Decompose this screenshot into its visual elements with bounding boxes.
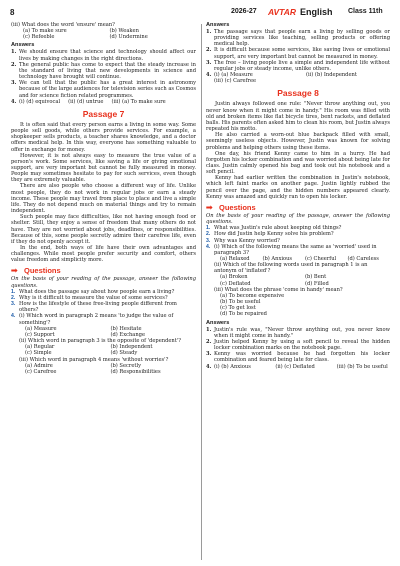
passage-paragraph: Kenny had earlier written the combination in Justin's notebook, which left faint marks on another page. Justin lightly rubbed the pencil over the page, and the hidden numbers appeared clearly. Kenny was amazed and quickly ran to open his locker.	[206, 175, 390, 200]
answer-part: (i) (d) equivocal	[19, 98, 61, 105]
left-column	[11, 22, 196, 375]
question-text: Why was Kenny worried?	[214, 237, 280, 244]
question-number: 4.	[206, 243, 211, 250]
page-header	[0, 8, 400, 22]
instructions: On the basis of your reading of the passage, answer the following questions.	[206, 212, 390, 226]
option: (b) Secretly	[110, 362, 141, 369]
question-number: 2.	[11, 294, 16, 301]
answer-text: It is difficult because some services, like saving lives or emotional support, are very important but cannot be measured in money.	[214, 47, 390, 60]
option-grid	[19, 344, 196, 356]
class-label: Class 11th	[348, 8, 383, 15]
question-text: What does the passage say about how people earn a living?	[19, 288, 175, 295]
subject-title: English	[300, 7, 333, 17]
question-item	[11, 301, 196, 313]
option-grid	[19, 326, 196, 338]
answer-item	[206, 351, 390, 363]
answer-number: 4.	[11, 98, 17, 105]
option: (b) To be useful	[220, 299, 261, 306]
page-number: 8	[10, 8, 15, 17]
edition-year: 2026-27	[231, 8, 257, 15]
option: (c) Carefree	[25, 368, 57, 375]
option: (c) Deflated	[220, 280, 251, 287]
answer-number: 1.	[11, 49, 17, 56]
answer-number: 4.	[206, 72, 212, 79]
answer-item	[206, 29, 390, 47]
option: (a) To make sure	[23, 28, 67, 35]
answer-part: (ii) (c) Deflated	[275, 363, 315, 370]
arrow-icon: ➟	[11, 266, 18, 276]
question-label: (iii)	[11, 22, 20, 28]
passage-title: Passage 8	[277, 88, 319, 99]
option-list	[214, 293, 390, 318]
questions-heading-label: Questions	[219, 202, 256, 212]
sub-question: (i) Which of the following means the same as 'worried' used in paragraph 3?	[214, 243, 377, 256]
question-item	[206, 244, 390, 318]
question-item	[11, 313, 196, 375]
passage-paragraph: One day, his friend Kenny came to him in a hurry. He had forgotten his locker combination and was worried about being late for class. Justin calmly opened his bag and took out his notebook and a soft pencil.	[206, 150, 390, 176]
answer-item	[206, 47, 390, 59]
answer-item	[206, 339, 390, 351]
answer-item	[206, 60, 390, 72]
column-divider	[201, 24, 202, 560]
questions-heading	[11, 266, 196, 275]
answer-item	[11, 62, 196, 80]
arrow-icon: ➟	[206, 202, 213, 212]
answer-number: 2.	[206, 47, 212, 54]
answer-text: The free – living people live a simple and independent life without regular jobs or steady income, unlike others.	[214, 59, 390, 72]
answer-text: The passage says that people earn a living by selling goods or providing services like teaching, selling products or offering medical help.	[214, 29, 390, 48]
option: (b) Anxious	[262, 256, 293, 262]
option: (a) Regular	[25, 344, 55, 351]
option: (b) Independent	[110, 344, 153, 351]
answer-item	[11, 49, 196, 61]
sub-question: (ii) Which of the following words used in paragraph 1 is an antonym of 'inflated'?	[214, 262, 368, 275]
answer-part: (iii) (c) Carefree	[214, 78, 257, 85]
question-text: What was Justin's rule about keeping old things?	[214, 225, 342, 232]
answer-part: (i) (b) Anxious	[214, 363, 251, 370]
passage-paragraph: He also carried a worn-out blue backpack filled with small, seemingly useless objects. However, Justin was known for solving problems and helping others using these items.	[206, 132, 390, 151]
answer-part: (iii) (a) To make sure	[111, 98, 166, 105]
option: (a) Admire	[25, 362, 53, 369]
answer-text: We can tell that the public has a great interest in astronomy because of the large audiences for television series such as Cosmos and for science fiction related programmes.	[19, 80, 196, 99]
answer-text: Justin helped Kenny by using a soft pencil to reveal the hidden locker combination marks on the notebook page.	[214, 338, 390, 352]
option: (d) Steady	[110, 350, 138, 357]
option-grid	[214, 274, 390, 286]
question-number: 1.	[11, 288, 16, 295]
passage-title: Passage 7	[82, 108, 125, 119]
option: (d) Undermine	[109, 34, 148, 41]
answer-item	[206, 327, 390, 339]
option: (a) Broken	[220, 274, 248, 281]
question-number: 3.	[11, 301, 16, 308]
option: (c) Cheerful	[305, 256, 337, 262]
answer-text: The general public has come to expect that the steady increase in the standard of living that new developments in science and technology have brought will continue.	[19, 61, 196, 81]
answer-part: (iii) (b) To be useful	[336, 363, 388, 370]
answer-item	[206, 72, 390, 84]
answer-text: Justin's rule was, "Never throw anything out, you never know when it might come in handy."	[214, 326, 390, 339]
option: (b) Bent	[305, 274, 327, 281]
option: (b) Weaken	[109, 28, 139, 35]
option: (c) To get lost	[220, 305, 256, 312]
answer-item	[11, 80, 196, 98]
answers-heading: Answers	[206, 22, 230, 28]
passage-paragraph: It is often said that every person earns a living in some way. Some people sell goods, while others provide services. For example, a shopkeeper sells products, a teacher shares knowledge, and a doctor offers medical help. In this way, everyone has something valuable to offer in exchange for money.	[11, 121, 196, 153]
instructions: On the basis of your reading of the passage, answer the following questions.	[11, 276, 196, 289]
passage-paragraph: However, it is not always easy to measure the true value of a person's work. Some services, like saving a life or giving emotional support, are very important but cannot be fully measured in money. People may sometimes hesitate to pay for such services, even though they are extremely valuable.	[11, 152, 196, 184]
option: (d) Exchange	[110, 331, 145, 338]
question-number: 2.	[206, 231, 211, 238]
answer-number: 1.	[206, 29, 212, 35]
passage-paragraph: Justin always followed one rule: "Never throw anything out, you never know when it might come in handy." His room was filled with old and broken items like flat bicycle tires, bent rackets, and deflated balls. His parents often asked him to clean his room, but Justin always repeated his motto.	[206, 101, 390, 133]
option: (d) Filled	[305, 280, 329, 287]
passage-paragraph: In the end, both ways of life have their own advantages and challenges. While most people prefer security and comfort, others value freedom and simplicity more.	[11, 245, 196, 264]
option: (a) Measure	[25, 325, 57, 332]
answer-number: 1.	[206, 326, 212, 333]
option: (c) Support	[25, 331, 55, 338]
sub-question: (i) Which word in paragraph 2 means 'to judge the value of something'?	[19, 313, 174, 326]
option: (a) Relaxed	[220, 256, 250, 262]
option: (a) To become expensive	[220, 292, 285, 299]
answer-number: 3.	[206, 351, 212, 358]
option: (c) Refeeble	[23, 34, 55, 41]
question-number: 4.	[11, 313, 16, 320]
option: (d) To be repaired	[220, 311, 267, 318]
option-grid	[19, 363, 196, 375]
answers-heading: Answers	[11, 42, 35, 49]
passage-paragraph: There are also people who choose a different way of life. Unlike most people, they do not work in regular jobs or earn a steady income. These people may travel from place to place and live a simple life. They do not depend much on material things and try to remain independent.	[11, 183, 196, 215]
answer-item	[206, 364, 390, 370]
right-column	[206, 22, 390, 370]
sub-question: (iii) What does the phrase 'come in handy' mean?	[214, 286, 343, 293]
answer-item	[11, 99, 196, 105]
answer-number: 4.	[206, 363, 212, 370]
answer-text: We should ensure that science and technology should affect our lives by making changes in the right directions.	[19, 49, 196, 62]
brand-logo: AVTAR	[268, 7, 297, 17]
question-text: Why is it difficult to measure the value of some services?	[19, 294, 168, 301]
question-text: What does the word 'ensure' mean?	[21, 22, 115, 28]
answers-heading: Answers	[206, 319, 230, 326]
answer-text: Kenny was worried because he had forgotten his locker combination and feared being late for class.	[214, 351, 390, 364]
answer-part: (ii) (b) Independent	[306, 72, 357, 79]
answer-number: 3.	[11, 80, 17, 87]
option: (c) Simple	[25, 350, 52, 357]
sub-question: (iii) Which word in paragraph 4 means 'without worries'?	[19, 356, 169, 363]
answer-number: 2.	[11, 61, 17, 68]
option: (b) Hesitate	[110, 325, 142, 332]
question-text: How is the lifestyle of these free-living people different from others?	[19, 301, 177, 314]
option-grid	[11, 28, 196, 40]
option: (d) Careless	[347, 256, 379, 262]
answer-number: 2.	[206, 338, 212, 345]
questions-heading-label: Questions	[24, 266, 61, 276]
question-number: 1.	[206, 225, 211, 232]
question-text: How did Justin help Kenny solve his problem?	[214, 231, 334, 238]
questions-heading	[206, 203, 390, 212]
top-question	[11, 22, 196, 40]
answer-part: (i) (a) Measure	[214, 72, 253, 79]
sub-question: (ii) Which word in paragraph 3 is the opposite of 'dependent'?	[19, 338, 181, 345]
option: (d) Responsibilities	[110, 368, 161, 375]
answer-part: (ii) (d) untrue	[68, 98, 104, 105]
answer-number: 3.	[206, 59, 212, 66]
question-number: 3.	[206, 237, 211, 244]
passage-paragraph: Such people may face difficulties, like not having enough food or shelter. Still, they enjoy a sense of freedom that many others do not have. They are not worried about jobs, deadlines, or responsibilities. Because of this, some people secretly admire their carefree life, even if they do not openly accept it.	[11, 214, 196, 245]
